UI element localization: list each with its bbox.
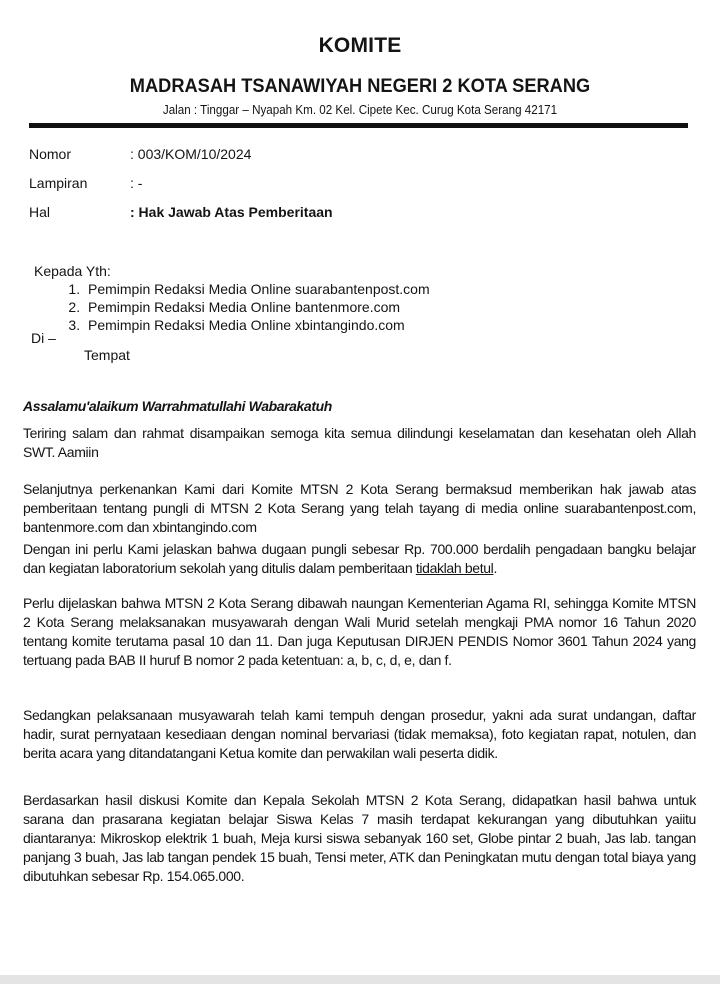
letterhead-divider [29, 123, 688, 128]
letterhead-title: KOMITE [318, 34, 402, 57]
letterhead-address: Jalan : Tinggar – Nyapah Km. 02 Kel. Cipete Kec. Curug Kota Serang 42171 [162, 103, 558, 117]
recipient-item: 2. Pemimpin Redaksi Media Online bantenmore.com [84, 298, 430, 316]
meta-lampiran-label: Lampiran [29, 175, 88, 191]
paragraph-greeting: Teriring salam dan rahmat disampaikan semoga kita semua dilindungi keselamatan dan kesehatan oleh Allah SWT. Aamiin [23, 425, 696, 460]
paragraph-regulation: Perlu dijelaskan bahwa MTSN 2 Kota Serang dibawah naungan Kementerian Agama RI, sehingga Komite MTSN 2 Kota Serang melaksanakan musyawarah dengan Wali Murid setelah mengkaji PMA nomor 16 Tahun 2020 tentang komite terutama pasal 10 dan 11. Dan juga Keputusan DIRJEN PENDIS Nomor 3601 Tahun 2024 yang tertuang pada BAB II huruf B nomor 2 pada ketentuan: a, b, c, d, e, dan f. [23, 595, 696, 668]
meta-nomor-value: : 003/KOM/10/2024 [130, 146, 252, 162]
bottom-strip [0, 975, 720, 984]
recipients-tempat: Tempat [84, 347, 130, 363]
recipient-item: 1. Pemimpin Redaksi Media Online suarabantenpost.com [84, 280, 430, 298]
recipients-greeting: Kepada Yth: [34, 263, 111, 279]
paragraph-denial-text: Dengan ini perlu Kami jelaskan bahwa dugaan pungli sebesar Rp. 700.000 berdalih pengadaan bangku belajar dan kegiatan laboratorium sekolah yang ditulis dalam pemberitaan [23, 541, 696, 576]
meta-hal-value: : Hak Jawab Atas Pemberitaan [130, 204, 333, 220]
paragraph-denial [23, 540, 696, 578]
paragraph-procedure: Sedangkan pelaksanaan musyawarah telah kami tempuh dengan prosedur, yakni ada surat undangan, daftar hadir, surat pernyataan kesediaan dengan nominal bervariasi (tidak memaksa), foto kegiatan rapat, notulen, dan berita acara yang ditandatangani Ketua komite dan perwakilan wali peserta didik. [23, 707, 696, 761]
paragraph-denial-end: . [493, 560, 497, 576]
paragraph-intro: Selanjutnya perkenankan Kami dari Komite MTSN 2 Kota Serang bermaksud memberikan hak jawab atas pemberitaan tentang pungli di MTSN 2 Kota Serang yang telah tayang di media online suarabantenpost.com, bantenmore.com dan xbintangindo.com [23, 481, 696, 535]
recipient-item: 3. Pemimpin Redaksi Media Online xbintangindo.com [84, 316, 430, 334]
recipients-di: Di – [31, 330, 56, 346]
underlined-denial: tidaklah betul [415, 560, 494, 576]
meta-nomor-row [29, 146, 251, 162]
letterhead-school-name: MADRASAH TSANAWIYAH NEGERI 2 KOTA SERANG [129, 76, 591, 97]
paragraph-needs: Berdasarkan hasil diskusi Komite dan Kepala Sekolah MTSN 2 Kota Serang, didapatkan hasil bahwa untuk sarana dan prasarana kegiatan belajar Siswa Kelas 7 masih terdapat kekurangan yang dibutuhkan yaiitu diantaranya: Mikroskop elektrik 1 buah, Meja kursi siswa sebanyak 160 set, Globe pintar 2 buah, Jas lab. tangan panjang 3 buah, Jas lab tangan pendek 15 buah, Tensi meter, ATK dan Peningkatan mutu dengan total biaya yang dibutuhkan sebesar Rp. 154.065.000. [23, 792, 696, 884]
meta-lampiran-row [29, 175, 142, 191]
salutation: Assalamu'alaikum Warrahmatullahi Wabarakatuh [23, 398, 332, 414]
recipients-block [34, 262, 430, 334]
meta-lampiran-value: : - [130, 175, 143, 191]
meta-hal-label: Hal [29, 204, 51, 220]
recipients-list [34, 280, 430, 334]
meta-hal-row [29, 204, 333, 220]
meta-nomor-label: Nomor [29, 146, 72, 162]
